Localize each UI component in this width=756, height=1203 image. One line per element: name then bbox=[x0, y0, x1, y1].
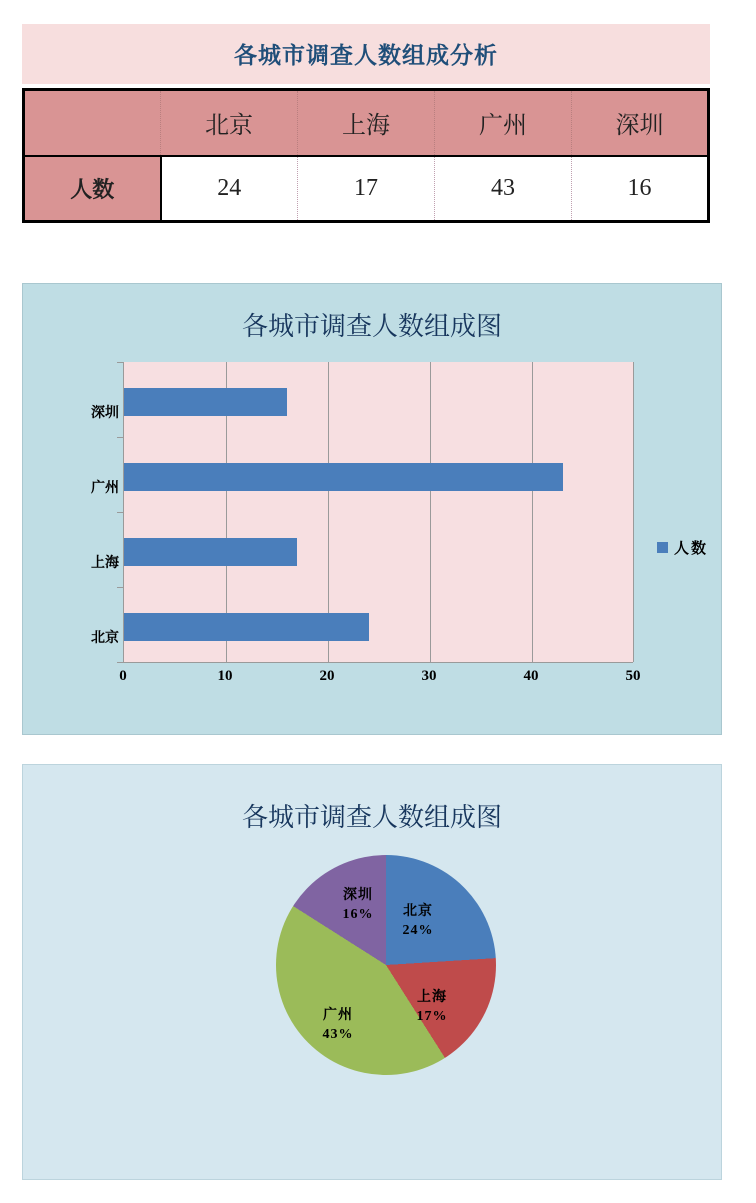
table-cell: 43 bbox=[435, 156, 572, 222]
x-tick-label: 0 bbox=[119, 668, 127, 684]
city-survey-table bbox=[22, 88, 710, 223]
gridline bbox=[532, 362, 533, 662]
pie-label-shanghai bbox=[402, 989, 462, 1027]
pie-label-pct: 24% bbox=[402, 922, 434, 938]
pie-label-shenzhen bbox=[328, 887, 388, 925]
table-header-cell: 广州 bbox=[435, 90, 572, 156]
bar-chart-title: 各城市调查人数组成图 bbox=[241, 312, 502, 341]
table-cell: 17 bbox=[298, 156, 435, 222]
bar-shenzhen[interactable] bbox=[124, 388, 287, 416]
bar-chart-legend[interactable] bbox=[657, 537, 708, 558]
x-axis-line bbox=[123, 662, 633, 663]
gridline bbox=[430, 362, 431, 662]
x-tick-label: 50 bbox=[625, 668, 641, 684]
pie-label-guangzhou bbox=[308, 1007, 368, 1045]
x-tick-label: 20 bbox=[319, 668, 335, 684]
table-header-cell: 上海 bbox=[298, 90, 435, 156]
table-header-row bbox=[24, 90, 709, 156]
pie-label-text: 深圳 bbox=[343, 888, 373, 903]
table-title: 各城市调查人数组成分析 bbox=[22, 24, 710, 84]
bar-beijing[interactable] bbox=[124, 613, 369, 641]
x-tick-label: 40 bbox=[523, 668, 539, 684]
bar-category-label-beijing: 北京 bbox=[91, 631, 119, 646]
pie-plot-area bbox=[276, 855, 496, 1135]
pie-label-text: 北京 bbox=[403, 904, 433, 919]
pie-chart-title: 各城市调查人数组成图 bbox=[241, 803, 502, 832]
data-table-block bbox=[22, 24, 710, 223]
table-header-cell: 北京 bbox=[161, 90, 298, 156]
bar-guangzhou[interactable] bbox=[124, 463, 563, 491]
gridline bbox=[633, 362, 634, 662]
table-cell: 16 bbox=[572, 156, 709, 222]
bar-category-label-guangzhou: 广州 bbox=[91, 481, 119, 496]
table-header-cell: 深圳 bbox=[572, 90, 709, 156]
legend-swatch-icon bbox=[657, 542, 668, 553]
table-cell: 24 bbox=[161, 156, 298, 222]
bar-chart-panel bbox=[22, 283, 722, 735]
table-corner-cell bbox=[24, 90, 161, 156]
pie-label-pct: 17% bbox=[416, 1008, 448, 1024]
legend-label: 人数 bbox=[674, 541, 709, 557]
bar-category-label-shenzhen: 深圳 bbox=[91, 406, 119, 421]
pie-chart-panel bbox=[22, 764, 722, 1180]
bar-plot-area bbox=[123, 362, 633, 662]
bar-shanghai[interactable] bbox=[124, 538, 297, 566]
bar-category-label-shanghai: 上海 bbox=[91, 556, 119, 571]
table-row bbox=[24, 156, 709, 222]
pie-label-pct: 43% bbox=[322, 1026, 354, 1042]
table-row-label: 人数 bbox=[24, 156, 161, 222]
x-tick-label: 30 bbox=[421, 668, 437, 684]
pie-label-pct: 16% bbox=[342, 906, 374, 922]
pie-label-text: 上海 bbox=[417, 990, 447, 1005]
pie-label-text: 广州 bbox=[323, 1008, 353, 1023]
pie-label-beijing bbox=[388, 903, 448, 941]
x-tick-label: 10 bbox=[217, 668, 233, 684]
